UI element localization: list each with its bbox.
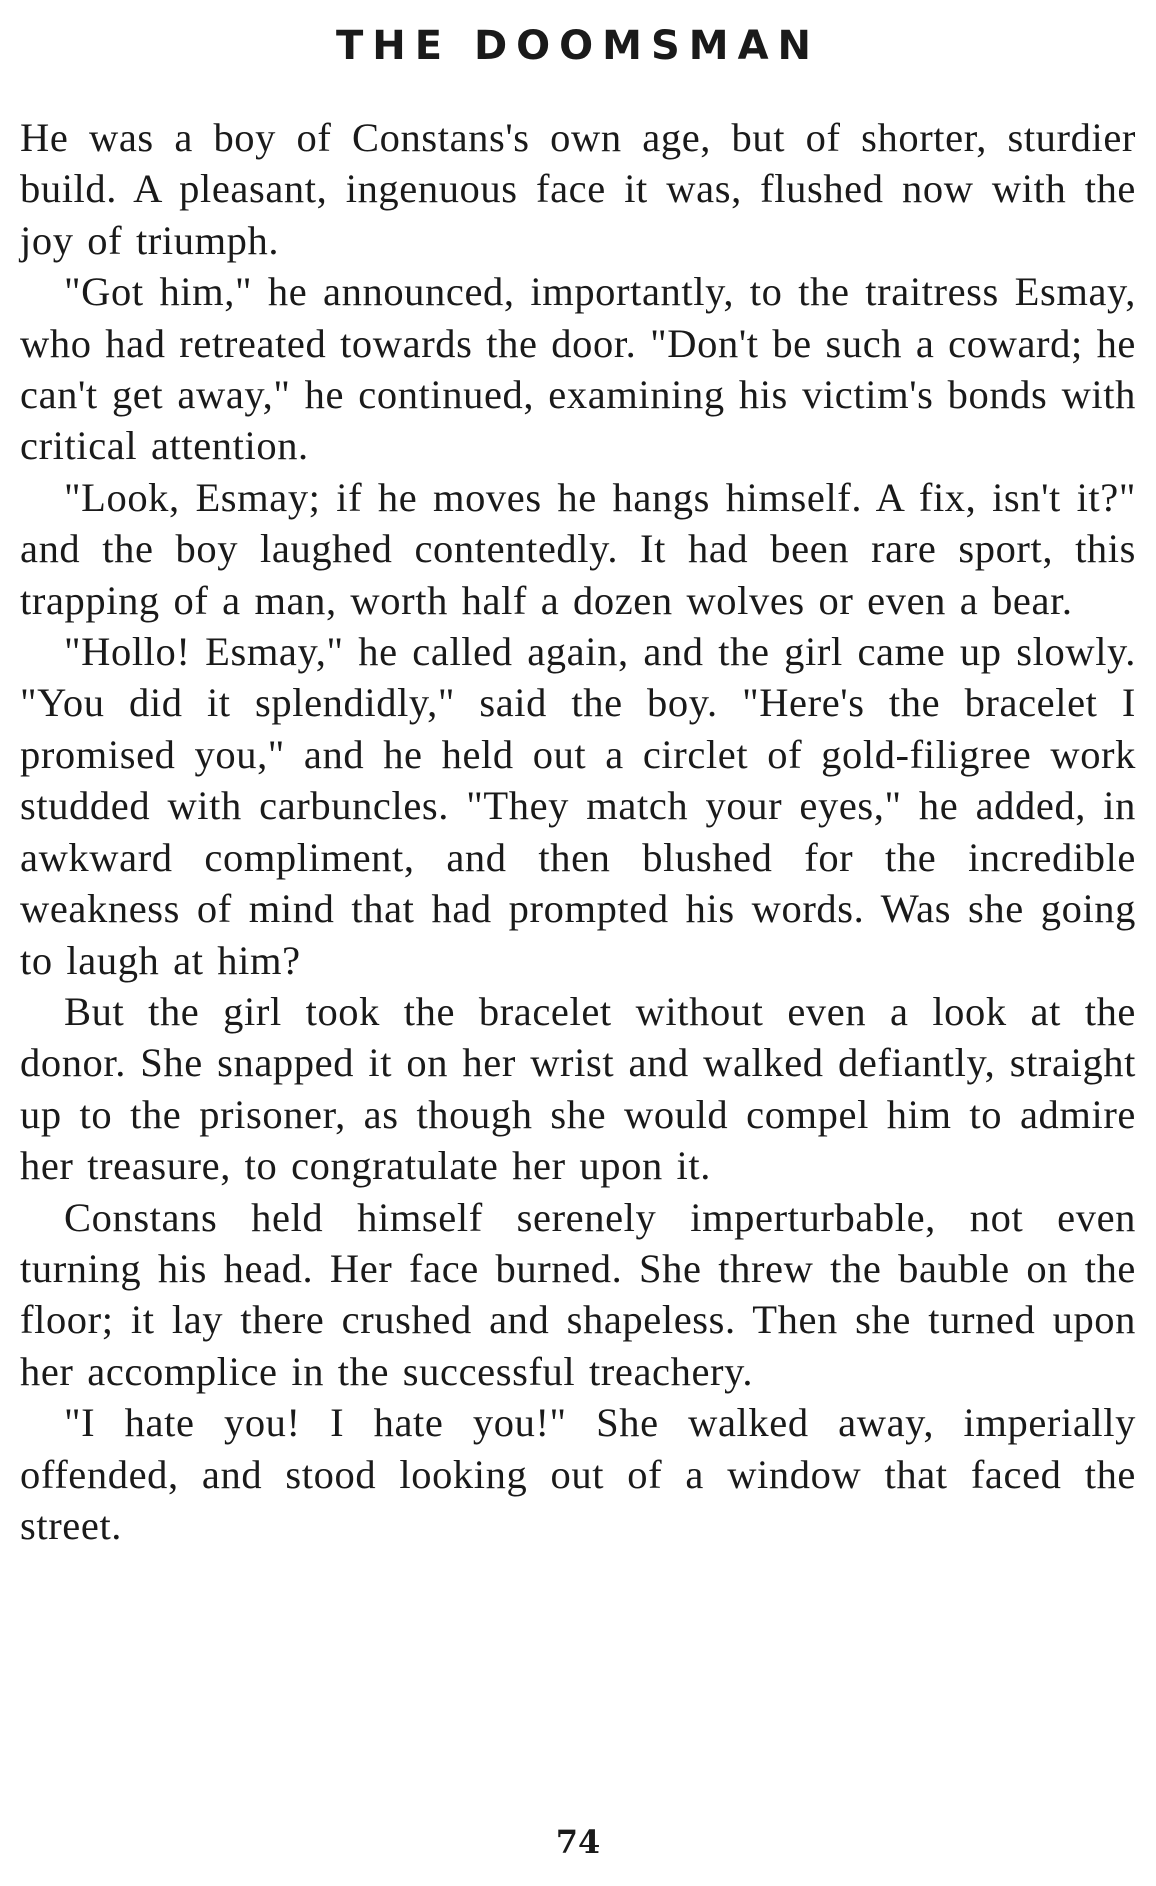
page-number: 74 bbox=[555, 1823, 601, 1861]
paragraph-7: "I hate you! I hate you!" She walked away, imperially offended, and stood looking out of a window that faced the street. bbox=[20, 1400, 1136, 1548]
paragraph-4: "Hollo! Esmay," he called again, and the girl came up slowly. "You did it splendidly," said the boy. "Here's the bracelet I promised you," and he held out a circlet of gold-filigree work studded with carbuncles. "They match your eyes," he added, in awkward compliment, and then blushed for the incredible weakness of mind that had prompted his words. Was she going to laugh at him? bbox=[20, 629, 1136, 983]
body-text bbox=[20, 112, 1136, 1551]
paragraph-1: He was a boy of Constans's own age, but of shorter, sturdier build. A pleasant, ingenuous face it was, flushed now with the joy of triumph. bbox=[20, 115, 1136, 263]
paragraph-3: "Look, Esmay; if he moves he hangs himself. A fix, isn't it?" and the boy laughed contentedly. It had been rare sport, this trapping of a man, worth half a dozen wolves or even a bear. bbox=[20, 474, 1136, 623]
paragraph-6: Constans held himself serenely imperturbable, not even turning his head. Her face burned. She threw the bauble on the floor; it lay there crushed and shapeless. Then she turned upon her accomplice in the successful treachery. bbox=[20, 1194, 1136, 1394]
running-head: THE DOOMSMAN bbox=[335, 23, 821, 69]
paragraph-5: But the girl took the bracelet without even a look at the donor. She snapped it on her wrist and walked defiantly, straight up to the prisoner, as though she would compel him to admire her treasure, to congratulate her upon it. bbox=[20, 988, 1136, 1189]
paragraph-2: "Got him," he announced, importantly, to the traitress Esmay, who had retreated towards the door. "Don't be such a coward; he can't get away," he continued, examining his victim's bonds with critical attention. bbox=[20, 269, 1136, 469]
